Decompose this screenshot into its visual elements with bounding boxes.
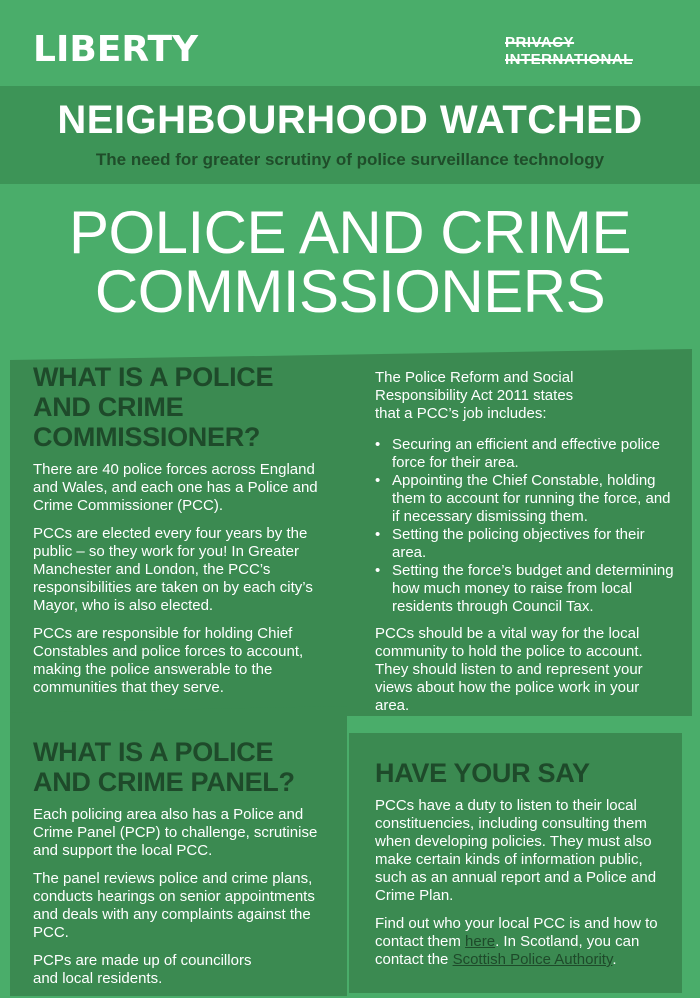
find-pcc-link[interactable]: here	[465, 933, 496, 950]
act-outro: PCCs should be a vital way for the local community to hold the police to account. They should listen to and represent your views about how the police work in your area.	[375, 625, 643, 714]
pcc-heading-line2: AND CRIME	[33, 392, 184, 422]
pi-logo-line1: PRIVACY	[505, 34, 575, 51]
act-intro: The Police Reform and Social Responsibility Act 2011 states that a PCC’s job includes:	[375, 369, 574, 422]
pcc-paragraph: PCCs are elected every four years by the public – so they work for you! In Greater Manchester and London, the PCC’s responsibilities are taken on by each city’s Mayor, who is also elected.	[33, 525, 313, 614]
pi-logo-line2: INTERNATIONAL	[505, 51, 633, 68]
pcc-heading	[33, 362, 333, 452]
have-your-say-paragraph	[375, 915, 671, 969]
text-segment: .	[612, 951, 617, 968]
document-subtitle: The need for greater scrutiny of police surveillance technology	[95, 150, 605, 169]
act-body	[375, 369, 675, 725]
pcc-paragraph: PCCs are responsible for holding Chief Constables and police forces to account, making the police answerable to the communities that they serve.	[33, 625, 304, 696]
text-segment: Find out who your local PCC is and how to contact them	[375, 915, 658, 950]
act-duties-list	[375, 436, 675, 616]
section-heading-line1: POLICE AND CRIME	[68, 199, 632, 266]
pcp-heading	[33, 737, 333, 797]
pcc-paragraph: There are 40 police forces across England and Wales, and each one has a Police and Crime Commissioner (PCC).	[33, 461, 318, 514]
pcp-paragraph: Each policing area also has a Police and Crime Panel (PCP) to challenge, scrutinise and support the local PCC.	[33, 806, 318, 859]
liberty-logo: LIBERTY	[33, 29, 199, 70]
section-heading-line2: COMMISSIONERS	[94, 258, 606, 325]
document-title: NEIGHBOURHOOD WATCHED	[57, 98, 643, 142]
text-segment: . In Scotland, you can contact the	[375, 933, 640, 968]
pcp-body	[33, 806, 341, 998]
privacy-international-logo	[505, 34, 633, 68]
scottish-police-authority-link[interactable]: Scottish Police Authority	[452, 951, 613, 968]
section-heading	[0, 199, 700, 325]
list-item: • Appointing the Chief Constable, holding them to account for running the force, and if necessary dismissing them.	[375, 472, 675, 526]
pcp-heading-line1: WHAT IS A POLICE	[33, 737, 274, 767]
list-item: • Setting the force’s budget and determining how much money to raise from local residents through Council Tax.	[375, 562, 675, 616]
have-your-say-body	[375, 797, 671, 979]
list-item: • Setting the policing objectives for their area.	[375, 526, 675, 562]
have-your-say-heading: HAVE YOUR SAY	[375, 758, 590, 788]
pcp-paragraph: The panel reviews police and crime plans, conducts hearings on senior appointments and deals with any complaints against the PCC.	[33, 870, 315, 941]
have-your-say-paragraph: PCCs have a duty to listen to their local constituencies, including consulting them when developing policies. They must also make certain kinds of information public, such as an annual report and a Police and Crime Plan.	[375, 797, 657, 904]
list-item: • Securing an efficient and effective police force for their area.	[375, 436, 675, 472]
pcc-heading-line1: WHAT IS A POLICE	[33, 362, 274, 392]
pcp-heading-line2: AND CRIME PANEL?	[33, 767, 295, 797]
pcc-body	[33, 461, 335, 707]
pcp-paragraph: PCPs are made up of councillors and local residents.	[33, 952, 252, 987]
pcc-heading-line3: COMMISSIONER?	[33, 422, 261, 452]
